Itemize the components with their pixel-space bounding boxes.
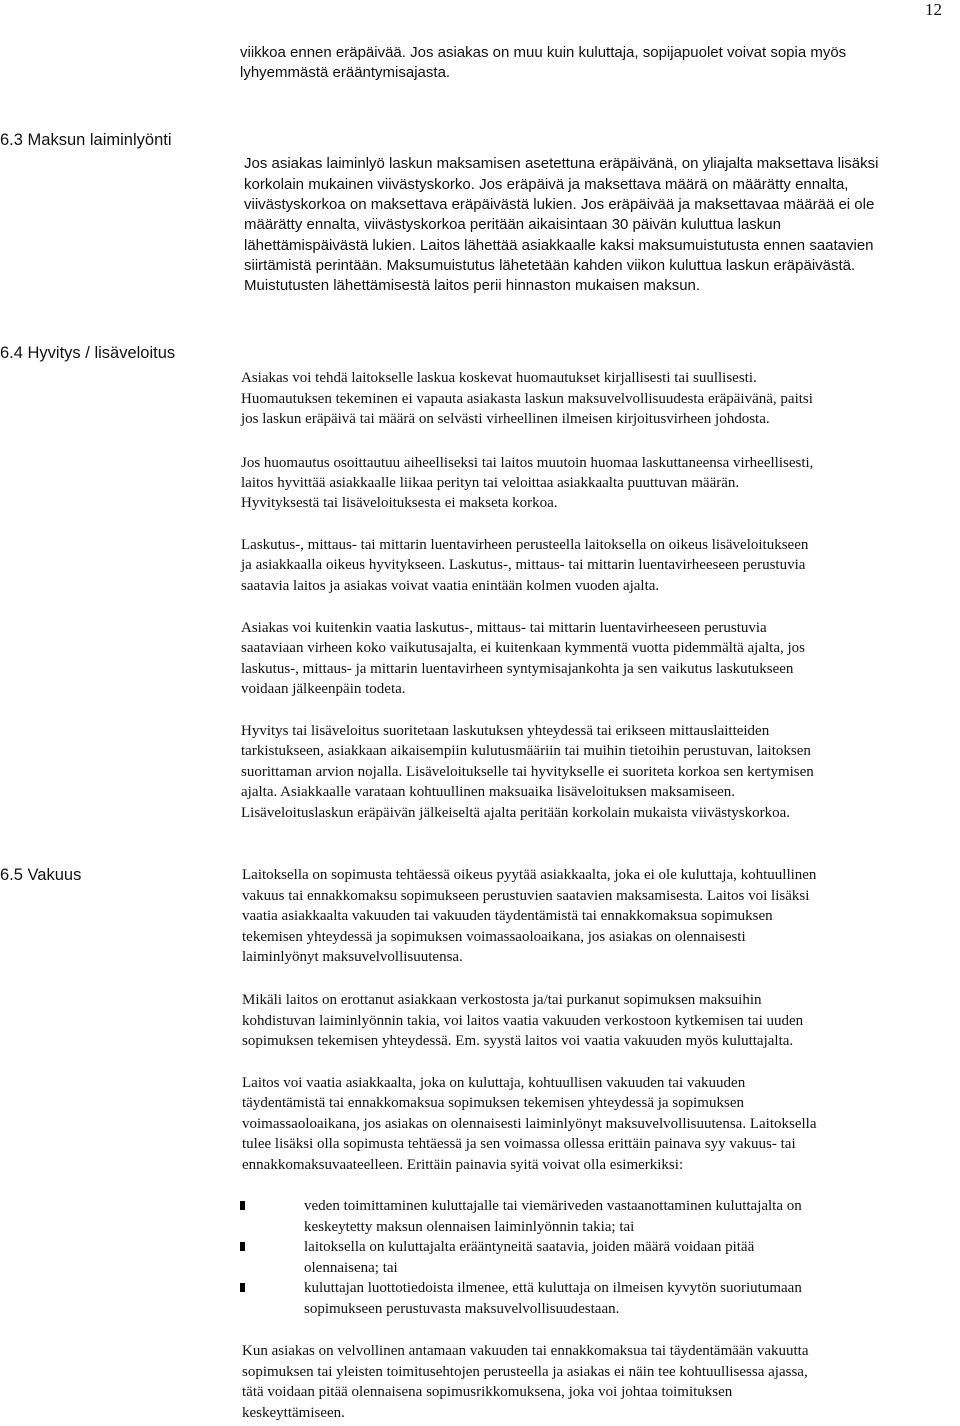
section-6-4-line: saatavia laitos ja asiakas voivat vaatia enintään kolmen vuoden ajalta. xyxy=(241,578,660,594)
section-6-3-line: viivästyskorkoa on maksettava eräpäivästä lukien. Jos eräpäivää ja maksettavaa määrää ei ole xyxy=(244,196,875,213)
intro-line: lyhyemmästä erääntymisajasta. xyxy=(240,64,451,81)
section-6-3-line: siirtämistä perintään. Maksumuistutus lähetetään kahden viikon kuluttua laskun eräpäivästä. xyxy=(244,257,856,274)
section-6-4-line: Huomautuksen tekeminen ei vapauta asiakasta laskun maksuvelvollisuudesta eräpäivänä, paitsi xyxy=(241,391,813,407)
section-6-3-line: Jos asiakas laiminlyö laskun maksamisen asetettuna eräpäivänä, on yliajalta maksettava lisäksi xyxy=(244,155,879,172)
section-6-5-line: ennakkomaksuvaateelleen. Erittäin painavia syitä voivat olla esimerkiksi: xyxy=(242,1157,684,1173)
section-6-5-line: Laitoksella on sopimusta tehtäessä oikeus pyytää asiakkaalta, joka ei ole kuluttaja, kohtuullinen xyxy=(242,867,817,883)
page-number: 12 xyxy=(925,0,942,19)
section-6-5-line: vaatia asiakkaalta vakuuden tai vakuuden täydentämistä tai ennakkomaksua sopimuksen xyxy=(242,908,773,924)
bullet-icon xyxy=(240,1242,245,1251)
section-heading-6-4: 6.4 Hyvitys / lisäveloitus xyxy=(0,344,176,362)
section-6-5-line: sopimuksen tekemisen yhteydessä. Em. syystä laitos voi vaatia vakuuden myös kuluttajalta. xyxy=(242,1033,794,1049)
section-6-4-line: voidaan jälkeenpäin todeta. xyxy=(241,681,406,697)
section-6-4-line: Hyvityksestä tai lisäveloituksesta ei makseta korkoa. xyxy=(241,495,558,511)
section-6-4-line: ajalta. Asiakkaalle varataan kohtuullinen maksuaika lisäveloituksen maksamiseen. xyxy=(241,784,736,800)
section-6-5-line: tulee lisäksi olla sopimusta tehtäessä ja sen voimassa ollessa erittäin painava syy vakuus- tai xyxy=(242,1136,796,1152)
bullet-line: keskeytetty maksun olennaisen laiminlyönnin takia; tai xyxy=(304,1219,635,1235)
section-6-5-line: voimassaoloaikana, jos asiakas on olennaisesti laiminlyönyt maksuvelvollisuutensa. Laitoksella xyxy=(242,1116,817,1132)
section-6-4-line: Hyvitys tai lisäveloitus suoritetaan laskutuksen yhteydessä tai erikseen mittauslaitteiden xyxy=(241,723,770,739)
bullet-line: olennaisena; tai xyxy=(304,1260,398,1276)
section-6-3-line: Muistutusten lähettämisestä laitos perii hinnaston mukaisen maksun. xyxy=(244,277,701,294)
section-6-4-line: laskutus-, mittaus- ja mittarin luentavirheen syntymisajankohta ja sen vaikutus laskutukseen xyxy=(241,661,794,677)
section-heading-6-5: 6.5 Vakuus xyxy=(0,866,82,884)
bullet-line: veden toimittaminen kuluttajalle tai viemäriveden vastaanottaminen kuluttajalta on xyxy=(304,1198,802,1214)
section-heading-6-3: 6.3 Maksun laiminlyönti xyxy=(0,131,172,149)
section-6-5-line: tätä voidaan pitää olennaisena sopimusrikkomuksena, joka voi johtaa toimituksen xyxy=(242,1384,733,1400)
bullet-icon xyxy=(240,1283,245,1292)
section-6-4-line: Laskutus-, mittaus- tai mittarin luentavirheen perusteella laitoksella on oikeus lisäveloitukseen xyxy=(241,537,809,553)
section-6-5-line: Kun asiakas on velvollinen antamaan vakuuden tai ennakkomaksua tai täydentämään vakuutta xyxy=(242,1343,809,1359)
section-6-3-line: määrätty ennalta, viivästyskorkoa peritään aikaisintaan 30 päivän kuluttua laskun xyxy=(244,216,781,233)
section-6-4-line: Asiakas voi kuitenkin vaatia laskutus-, mittaus- tai mittarin luentavirheeseen perustuvia xyxy=(241,620,767,636)
bullet-icon xyxy=(240,1201,245,1210)
section-6-4-line: Jos huomautus osoittautuu aiheelliseksi tai laitos muutoin huomaa laskuttaneensa virheellisesti, xyxy=(241,455,814,471)
section-6-4-line: saataviaan virheen koko vaikutusajalta, ei kuitenkaan kymmentä vuotta pidemmältä ajalta, jos xyxy=(241,640,805,656)
bullet-line: sopimukseen perustuvasta maksuvelvollisuudestaan. xyxy=(304,1301,620,1317)
section-6-4-line: tarkistukseen, asiakkaan aikaisempiin kulutusmääriin tai muihin tietoihin perustuvan, laitoksen xyxy=(241,743,811,759)
bullet-line: kuluttajan luottotiedoista ilmenee, että kuluttaja on ilmeisen kyvytön suoriutumaan xyxy=(304,1280,802,1296)
section-6-4-line: jos laskun eräpäivä tai määrä on selvästi virheellinen ilmeisen kirjoitusvirheen johdosta. xyxy=(241,411,770,427)
bullet-line: laitoksella on kuluttajalta erääntyneitä saatavia, joiden määrä voidaan pitää xyxy=(304,1239,755,1255)
section-6-5-line: kohdistuvan laiminlyönnin takia, voi laitos vaatia vakuuden verkostoon kytkemisen tai uuden xyxy=(242,1013,804,1029)
section-6-5-line: laiminlyönyt maksuvelvollisuutensa. xyxy=(242,949,463,965)
section-6-5-line: Mikäli laitos on erottanut asiakkaan verkostosta ja/tai purkanut sopimuksen maksuihin xyxy=(242,992,762,1008)
section-6-4-line: Asiakas voi tehdä laitokselle laskua koskevat huomautukset kirjallisesti tai suullisesti. xyxy=(241,370,757,386)
section-6-3-line: korkolain mukainen viivästyskorko. Jos eräpäivä ja maksettava määrä on määrätty ennalta, xyxy=(244,176,849,193)
section-6-5-line: keskeyttämiseen. xyxy=(242,1405,345,1421)
section-6-4-line: Lisäveloituslaskun eräpäivän jälkeiseltä ajalta peritään korkolain mukaista viivästyskorkoa. xyxy=(241,805,790,821)
section-6-4-line: ja asiakkaalla oikeus hyvitykseen. Laskutus-, mittaus- tai mittarin luentavirheeseen perustuvia xyxy=(241,557,806,573)
section-6-5-line: täydentämistä tai ennakkomaksua sopimuksen tekemisen yhteydessä ja sopimuksen xyxy=(242,1095,744,1111)
section-6-4-line: suorittaman arvion nojalla. Lisäveloitukselle tai hyvitykselle ei suoriteta korkoa sen kertymisen xyxy=(241,764,814,780)
section-6-5-line: Laitos voi vaatia asiakkaalta, joka on kuluttaja, kohtuullisen vakuuden tai vakuuden xyxy=(242,1075,746,1091)
section-6-5-line: tekemisen yhteydessä ja sopimuksen voimassaoloaikana, jos asiakas on olennaisesti xyxy=(242,929,746,945)
section-6-3-line: lähettämispäivästä lukien. Laitos lähettää asiakkaalle kaksi maksumuistutusta ennen saatavien xyxy=(244,237,874,254)
intro-line: viikkoa ennen eräpäivää. Jos asiakas on muu kuin kuluttaja, sopijapuolet voivat sopia myös xyxy=(240,44,847,61)
section-6-5-line: vakuus tai ennakkomaksu sopimukseen perustuvien saatavien maksamisesta. Laitos voi lisäksi xyxy=(242,888,810,904)
section-6-4-line: laitos hyvittää asiakkaalle liikaa perityn tai veloittaa asiakkaalta puuttuvan määrän. xyxy=(241,475,740,491)
section-6-5-line: sopimuksen tai yleisten toimitusehtojen perusteella ja asiakas ei näin tee kohtuullisessa ajassa, xyxy=(242,1364,808,1380)
